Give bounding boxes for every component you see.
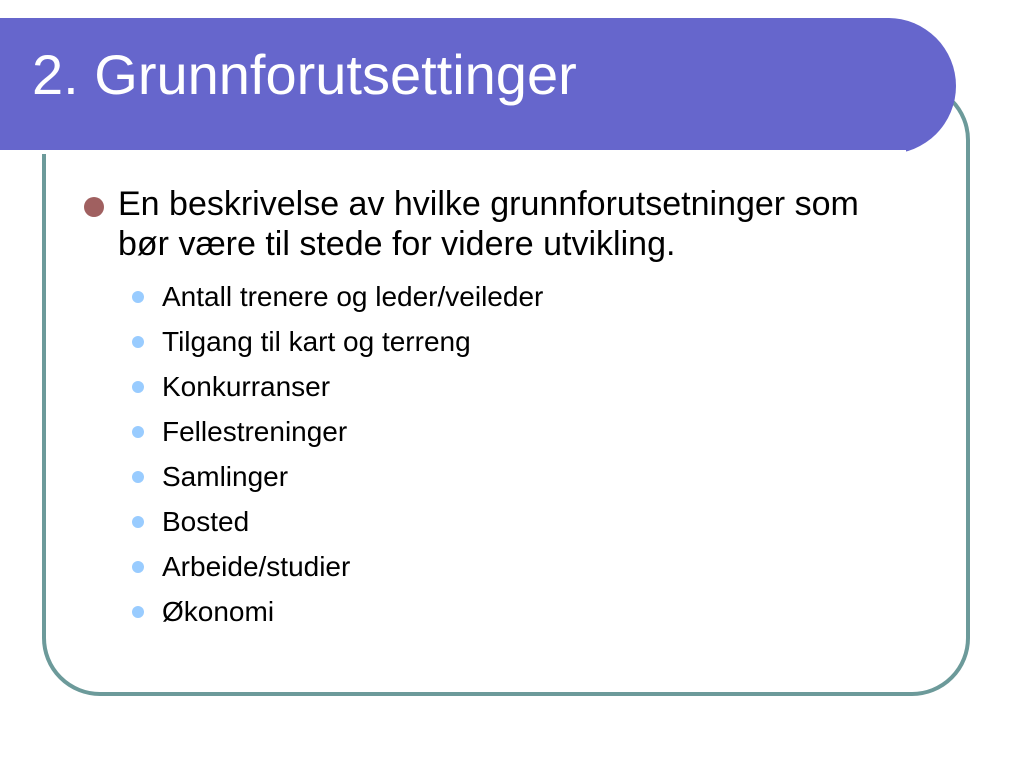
sub-bullet-text: Økonomi [162, 596, 275, 627]
sub-bullet-text: Bosted [162, 506, 250, 537]
sub-bullet-dot-icon [132, 291, 144, 303]
main-bullet-text: En beskrivelse av hvilke grunnforutsetninger som bør være til stede for videre utvikling. [118, 185, 859, 263]
sub-bullet-dot-icon [132, 426, 144, 438]
sub-bullet-dot-icon [132, 471, 144, 483]
sub-bullet-item [130, 548, 543, 593]
sub-bullet-item [130, 323, 543, 368]
sub-bullet-dot-icon [132, 606, 144, 618]
sub-bullet-text: Tilgang til kart og terreng [162, 326, 471, 357]
sub-bullet-item [130, 593, 543, 638]
sub-bullet-list [130, 278, 543, 638]
main-bullet-dot-icon [84, 197, 104, 217]
sub-bullet-item [130, 503, 543, 548]
title-underline [0, 150, 906, 154]
main-bullet [84, 184, 914, 264]
sub-bullet-text: Antall trenere og leder/veileder [162, 281, 544, 312]
sub-bullet-text: Arbeide/studier [162, 551, 351, 582]
sub-bullet-dot-icon [132, 381, 144, 393]
sub-bullet-item [130, 458, 543, 503]
sub-bullet-dot-icon [132, 561, 144, 573]
sub-bullet-dot-icon [132, 516, 144, 528]
sub-bullet-text: Fellestreninger [162, 416, 348, 447]
sub-bullet-dot-icon [132, 336, 144, 348]
slide-title: 2. Grunnforutsettinger [32, 43, 577, 106]
sub-bullet-text: Samlinger [162, 461, 289, 492]
sub-bullet-item [130, 278, 543, 323]
sub-bullet-item [130, 413, 543, 458]
sub-bullet-text: Konkurranser [162, 371, 331, 402]
sub-bullet-item [130, 368, 543, 413]
